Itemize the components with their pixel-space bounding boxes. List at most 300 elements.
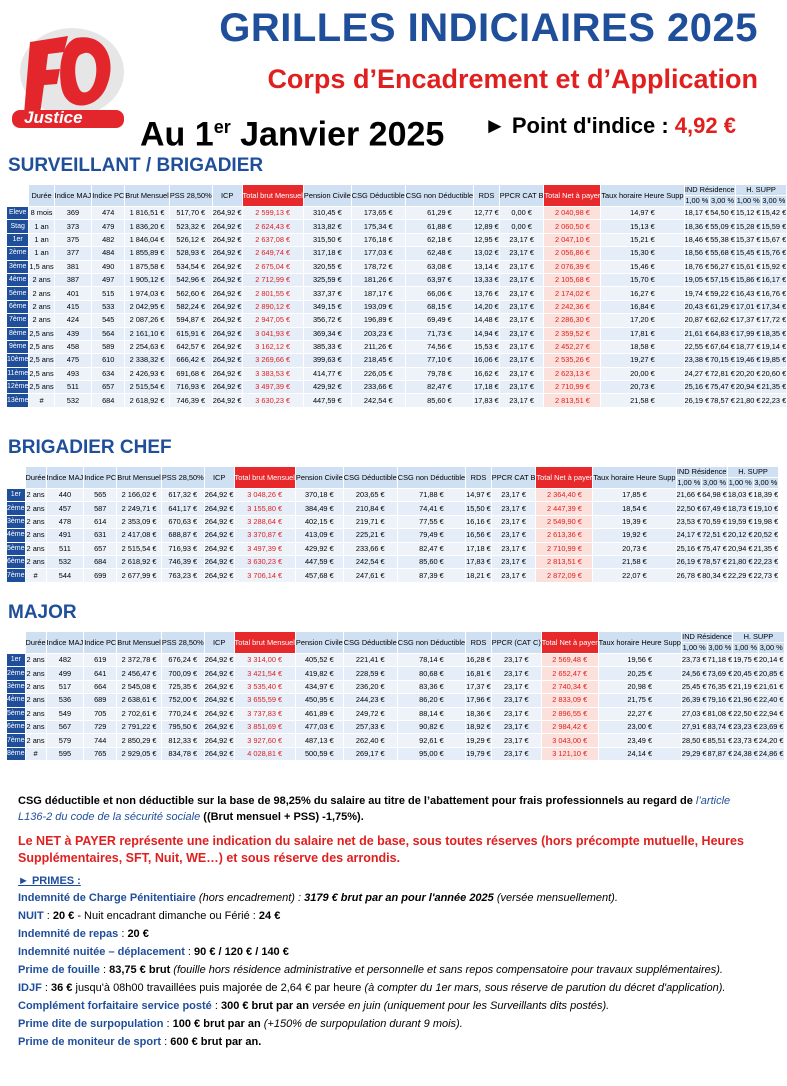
column-header: PSS 28,50% <box>161 467 204 489</box>
echelon-cell: 9ème <box>7 340 29 353</box>
table-cell: 3 162,12 € <box>242 340 303 353</box>
prime-text: 24 € <box>258 910 281 922</box>
table-row <box>7 747 785 760</box>
table-cell: 716,93 € <box>169 381 212 394</box>
echelon-cell: 11ème <box>7 367 29 380</box>
table-cell: 2 613,36 € <box>536 529 593 542</box>
table-cell: 834,78 € <box>161 747 204 760</box>
table-cell: 2 372,78 € <box>117 654 162 667</box>
table-cell: 83,74 € <box>707 720 733 733</box>
echelon-cell: 8ème <box>7 327 29 340</box>
column-header: Durée <box>25 467 46 489</box>
table-cell: 264,92 € <box>212 207 242 220</box>
prime-item <box>18 1033 758 1051</box>
table-cell: 264,92 € <box>212 287 242 300</box>
table-cell: 589 <box>92 340 125 353</box>
table-cell: 20,14 € <box>758 654 784 667</box>
csg-note <box>18 793 758 825</box>
table-cell: 22,07 € <box>593 569 676 582</box>
table-cell: 3 630,23 € <box>234 555 295 568</box>
table-cell: 419,82 € <box>295 667 343 680</box>
table-cell: 54,50 € <box>710 207 736 220</box>
echelon-cell: 5ème <box>7 707 26 720</box>
table-cell: 264,92 € <box>212 247 242 260</box>
column-header: Pension Civile <box>303 185 351 207</box>
echelon-cell: 4ème <box>7 273 29 286</box>
table-row <box>7 542 779 555</box>
table-cell: 3 630,23 € <box>242 394 303 407</box>
hsupp-header: H. SUPP <box>727 467 778 478</box>
table-cell: 69,49 € <box>405 314 473 327</box>
echelon-cell: 5ème <box>7 542 26 555</box>
table-cell: 264,92 € <box>204 720 234 733</box>
table-cell: 177,03 € <box>351 247 405 260</box>
table-cell: 684 <box>92 394 125 407</box>
prime-text: 300 € brut par an <box>220 1000 310 1012</box>
table-cell: 15,12 € <box>735 207 761 220</box>
prime-label: Indemnité de Charge Pénitentiaire <box>18 892 196 904</box>
echelon-cell: 1er <box>7 489 26 502</box>
prime-item <box>18 961 758 979</box>
table-cell: 22,27 € <box>598 707 681 720</box>
table-cell: 2 249,71 € <box>117 502 162 515</box>
table-cell: 17,83 € <box>474 394 500 407</box>
prime-item <box>18 997 758 1015</box>
prime-item <box>18 1015 758 1033</box>
table-cell: 61,29 € <box>710 300 736 313</box>
table-cell: 95,00 € <box>397 747 465 760</box>
table-cell: 23,17 € <box>499 354 544 367</box>
table-cell: 18,39 € <box>753 489 779 502</box>
column-header: CSG non Déductible <box>397 467 465 489</box>
table-cell: 75,47 € <box>702 542 728 555</box>
prime-text: 600 € brut par an. <box>170 1036 262 1048</box>
table-cell: 173,65 € <box>351 207 405 220</box>
table-cell: 562,60 € <box>169 287 212 300</box>
table-cell: 2 353,09 € <box>117 515 162 528</box>
table-cell: 3 314,00 € <box>234 654 295 667</box>
table-cell: 725,35 € <box>161 680 204 693</box>
table-cell: 2 545,08 € <box>117 680 162 693</box>
table-cell: 2 242,36 € <box>544 300 601 313</box>
table-cell: 221,41 € <box>343 654 397 667</box>
table-cell: 23,17 € <box>491 489 536 502</box>
prime-text: 90 € / 120 € / 140 € <box>194 946 289 958</box>
table-cell: 484 <box>92 247 125 260</box>
prime-label: Indemnité de repas <box>18 928 119 940</box>
table-cell: 15,92 € <box>761 260 787 273</box>
table-cell: 3 043,00 € <box>541 734 598 747</box>
prime-label: Prime de fouille <box>18 964 100 976</box>
table-cell: 20,25 € <box>598 667 681 680</box>
percent-subheader: 3,00 % <box>759 643 783 652</box>
table-cell: 2 801,55 € <box>242 287 303 300</box>
table-cell: 2,5 ans <box>29 367 54 380</box>
table-cell: 2 929,05 € <box>117 747 162 760</box>
table-cell: 17,37 € <box>735 314 761 327</box>
table-cell: 21,35 € <box>761 381 787 394</box>
table-cell: 23,17 € <box>491 720 541 733</box>
table-cell: 2 254,63 € <box>125 340 170 353</box>
table-cell: 320,55 € <box>303 260 351 273</box>
logo-text: Justice <box>24 108 83 127</box>
table-cell: 22,23 € <box>753 555 779 568</box>
prime-text: - Nuit encadrant dimanche ou Férié : <box>74 910 259 922</box>
net-note: Le NET à PAYER représente une indication du salaire net de base, sous toutes réserves (hors précompte mutuelle, Heures Supplémentaires, SFT, Nuit, WE…) et sous réserve des arrondis. <box>18 834 744 865</box>
table-cell: 545 <box>92 314 125 327</box>
table-cell: 377 <box>54 247 92 260</box>
table-cell: 24,27 € <box>684 367 710 380</box>
table-row <box>7 220 787 233</box>
table-row <box>7 569 779 582</box>
percent-subheader: 3,00 % <box>703 478 727 487</box>
table-cell: 14,97 € <box>601 207 684 220</box>
table-cell: 16,56 € <box>466 529 492 542</box>
table-cell: 657 <box>92 381 125 394</box>
table-cell: 2 740,34 € <box>541 680 598 693</box>
table-cell: 14,94 € <box>474 327 500 340</box>
table-cell: 19,46 € <box>735 354 761 367</box>
table-cell: 21,19 € <box>733 680 759 693</box>
table-cell: 23,17 € <box>491 734 541 747</box>
table-cell: 23,17 € <box>499 233 544 246</box>
table-cell: 264,92 € <box>212 233 242 246</box>
table-cell: 3 121,10 € <box>541 747 598 760</box>
table-cell: 74,56 € <box>405 340 473 353</box>
table-cell: 3 048,26 € <box>234 489 295 502</box>
table-cell: 3 370,87 € <box>234 529 295 542</box>
table-cell: 587 <box>84 502 117 515</box>
table-cell: 23,73 € <box>681 654 707 667</box>
percent-subheader: 1,00 % <box>685 196 709 205</box>
table-cell: 2 649,74 € <box>242 247 303 260</box>
table-cell: 74,41 € <box>397 502 465 515</box>
table-cell: 13,14 € <box>474 260 500 273</box>
prime-item <box>18 979 758 997</box>
table-cell: 21,58 € <box>601 394 684 407</box>
table-row <box>7 529 779 542</box>
table-cell: 20,94 € <box>727 542 753 555</box>
table-cell: 3 497,39 € <box>234 542 295 555</box>
section-title-major: MAJOR <box>8 602 77 623</box>
table-cell: 2 813,51 € <box>544 394 601 407</box>
table-cell: 20,60 € <box>761 367 787 380</box>
echelon-cell: 7ème <box>7 569 26 582</box>
table-cell: 1 an <box>29 233 54 246</box>
percent-subheader: 3,00 % <box>708 643 732 652</box>
table-cell: 3 737,83 € <box>234 707 295 720</box>
table-cell: 29,29 € <box>681 747 707 760</box>
prime-text: 100 € brut par an <box>172 1018 261 1030</box>
table-cell: 532 <box>46 555 84 568</box>
table-cell: 264,92 € <box>212 340 242 353</box>
table-cell: 497 <box>92 273 125 286</box>
table-cell: 763,23 € <box>161 569 204 582</box>
table-cell: 2 161,10 € <box>125 327 170 340</box>
date-sup: er <box>213 117 231 137</box>
table-cell: 181,26 € <box>351 273 405 286</box>
table-cell: 15,21 € <box>601 233 684 246</box>
table-cell: 18,92 € <box>466 720 492 733</box>
table-cell: 666,42 € <box>169 354 212 367</box>
table-cell: 2 ans <box>25 654 46 667</box>
table-cell: 264,92 € <box>204 515 234 528</box>
hsupp-header: H. SUPP <box>735 185 786 196</box>
table-cell: 2 056,86 € <box>544 247 601 260</box>
table-cell: 15,59 € <box>761 220 787 233</box>
table-cell: 67,49 € <box>702 502 728 515</box>
table-row <box>7 654 785 667</box>
table-cell: 14,48 € <box>474 314 500 327</box>
table-cell: 369 <box>54 207 92 220</box>
page-title: GRILLES INDICIAIRES 2025 <box>219 6 758 50</box>
csg-note-link[interactable]: l’article L136-2 du code de la sécurité sociale <box>18 795 731 823</box>
table-cell: 18,76 € <box>684 260 710 273</box>
table-cell: 19,39 € <box>593 515 676 528</box>
table-cell: 1 an <box>29 247 54 260</box>
table-cell: 2 105,68 € <box>544 273 601 286</box>
table-cell: 176,18 € <box>351 233 405 246</box>
table-cell: 2,5 ans <box>29 340 54 353</box>
table-cell: 2 618,92 € <box>117 555 162 568</box>
table-cell: 356,72 € <box>303 314 351 327</box>
table-cell: 17,01 € <box>735 300 761 313</box>
table-cell: 15,42 € <box>761 207 787 220</box>
table-cell: 22,50 € <box>676 502 702 515</box>
table-cell: 76,35 € <box>707 680 733 693</box>
table-cell: 2 947,05 € <box>242 314 303 327</box>
table-cell: 20,73 € <box>593 542 676 555</box>
table-cell: 23,17 € <box>491 707 541 720</box>
table-cell: 2 042,95 € <box>125 300 170 313</box>
table-cell: 17,81 € <box>601 327 684 340</box>
column-header: CSG non Déductible <box>405 185 473 207</box>
table-cell: 2 624,43 € <box>242 220 303 233</box>
table-cell: 24,56 € <box>681 667 707 680</box>
echelon-cell: 8ème <box>7 747 26 760</box>
column-header: Total brut Mensuel <box>234 632 295 654</box>
prime-text: 20 € <box>52 910 75 922</box>
table-cell: 385,33 € <box>303 340 351 353</box>
table-cell: 325,59 € <box>303 273 351 286</box>
table-cell: 81,08 € <box>707 707 733 720</box>
table-cell: 25,16 € <box>684 381 710 394</box>
table-cell: 264,92 € <box>204 654 234 667</box>
table-cell: 2 087,26 € <box>125 314 170 327</box>
table-cell: 19,85 € <box>761 354 787 367</box>
table-cell: 15,67 € <box>761 233 787 246</box>
table-row <box>7 260 787 273</box>
table-cell: 528,93 € <box>169 247 212 260</box>
table-cell: 1 974,03 € <box>125 287 170 300</box>
table-cell: 617,32 € <box>161 489 204 502</box>
table-cell: 2 ans <box>25 694 46 707</box>
table-cell: 22,94 € <box>758 707 784 720</box>
table-cell: 17,20 € <box>601 314 684 327</box>
table-cell: 193,09 € <box>351 300 405 313</box>
table-cell: 17,34 € <box>761 300 787 313</box>
table-cell: 705 <box>84 707 117 720</box>
column-header: ICP <box>212 185 242 207</box>
table-cell: 20,52 € <box>753 529 779 542</box>
table-cell: 729 <box>84 720 117 733</box>
table-cell: 532 <box>54 394 92 407</box>
table-cell: 26,19 € <box>684 394 710 407</box>
table-cell: 71,18 € <box>707 654 733 667</box>
table-cell: 264,92 € <box>212 273 242 286</box>
table-cell: 370,18 € <box>295 489 343 502</box>
table-cell: 233,66 € <box>343 542 397 555</box>
echelon-cell: 4ème <box>7 529 26 542</box>
echelon-cell: 2ème <box>7 502 26 515</box>
table-cell: 86,20 € <box>397 694 465 707</box>
prime-label: NUIT <box>18 910 44 922</box>
table-cell: 22,29 € <box>727 569 753 582</box>
table-cell: 13,76 € <box>474 287 500 300</box>
table-cell: 2 426,93 € <box>125 367 170 380</box>
table-cell: 534,54 € <box>169 260 212 273</box>
table-cell: 2 166,02 € <box>117 489 162 502</box>
date-suffix: Janvier 2025 <box>230 115 445 154</box>
table-cell: 262,40 € <box>343 734 397 747</box>
table-cell: 450,95 € <box>295 694 343 707</box>
table-cell: 18,36 € <box>466 707 492 720</box>
table-cell: 23,17 € <box>499 340 544 353</box>
table-cell: 70,15 € <box>710 354 736 367</box>
table-cell: 64,98 € <box>702 489 728 502</box>
table-cell: 642,57 € <box>169 340 212 353</box>
table-cell: 22,40 € <box>758 694 784 707</box>
table-cell: 15,76 € <box>761 247 787 260</box>
table-cell: 16,06 € <box>474 354 500 367</box>
table-cell: 56,27 € <box>710 260 736 273</box>
table-cell: 18,58 € <box>601 340 684 353</box>
table-cell: 634 <box>92 367 125 380</box>
percent-subheader: 1,00 % <box>677 478 701 487</box>
table-cell: 62,18 € <box>405 233 473 246</box>
table-cell: 228,59 € <box>343 667 397 680</box>
table-cell: 610 <box>92 354 125 367</box>
echelon-cell: 3ème <box>7 260 29 273</box>
table-cell: 20,94 € <box>735 381 761 394</box>
table-cell: 2 ans <box>25 680 46 693</box>
table-row <box>7 207 787 220</box>
table-cell: 23,17 € <box>499 367 544 380</box>
column-header: CSG non Déductible <box>397 632 465 654</box>
table-cell: 429,92 € <box>303 381 351 394</box>
table-cell: 24,20 € <box>758 734 784 747</box>
column-header: Total brut Mensuel <box>234 467 295 489</box>
column-header: Indice MAJ <box>46 467 84 489</box>
notes-block <box>18 793 758 1051</box>
table-cell: 487,13 € <box>295 734 343 747</box>
table-row <box>7 502 779 515</box>
table-cell: 23,17 € <box>499 394 544 407</box>
table-cell: 716,93 € <box>161 542 204 555</box>
table-cell: 461,89 € <box>295 707 343 720</box>
table-cell: 19,92 € <box>593 529 676 542</box>
table-cell: 15,70 € <box>601 273 684 286</box>
table-cell: 15,50 € <box>466 502 492 515</box>
table-cell: 474 <box>92 207 125 220</box>
table-cell: 2 675,04 € <box>242 260 303 273</box>
table-cell: 812,33 € <box>161 734 204 747</box>
table-cell: 61,88 € <box>405 220 473 233</box>
table-cell: 2 047,10 € <box>544 233 601 246</box>
table-cell: 16,27 € <box>601 287 684 300</box>
table-cell: 178,72 € <box>351 260 405 273</box>
table-cell: 25,16 € <box>676 542 702 555</box>
table-cell: 264,92 € <box>212 327 242 340</box>
csg-note-b: ((Brut mensuel + PSS) -1,75%). <box>200 811 364 823</box>
table-cell: 3 927,60 € <box>234 734 295 747</box>
table-cell: 19,14 € <box>761 340 787 353</box>
table-cell: 399,63 € <box>303 354 351 367</box>
grid-table-major <box>6 631 785 761</box>
table-cell: 23,17 € <box>491 747 541 760</box>
table-cell: 2 712,99 € <box>242 273 303 286</box>
table-cell: 264,92 € <box>212 367 242 380</box>
table-cell: 24,38 € <box>733 747 759 760</box>
section-title-surveillant: SURVEILLANT / BRIGADIER <box>8 155 264 176</box>
ind-residence-header: IND Résidence <box>682 632 732 641</box>
prime-text: jusqu'à 08h00 travaillées puis majorée de 2,64 € par heure <box>72 982 365 994</box>
column-header: RDS <box>466 632 492 654</box>
table-cell: 2 549,90 € <box>536 515 593 528</box>
table-cell: 18,21 € <box>466 569 492 582</box>
echelon-cell: 12ème <box>7 381 29 394</box>
column-header: Indice PC <box>92 185 125 207</box>
prime-text: 83,75 € brut <box>109 964 171 976</box>
table-row <box>7 680 785 693</box>
table-cell: 16,62 € <box>474 367 500 380</box>
table-cell: 196,89 € <box>351 314 405 327</box>
table-cell: 0,00 € <box>499 220 544 233</box>
table-cell: 24,14 € <box>598 747 681 760</box>
table-cell: 203,23 € <box>351 327 405 340</box>
table-cell: 770,24 € <box>161 707 204 720</box>
table-cell: 2 850,29 € <box>117 734 162 747</box>
table-cell: 79,49 € <box>397 529 465 542</box>
table-cell: 4 028,81 € <box>234 747 295 760</box>
table-cell: 18,46 € <box>684 233 710 246</box>
table-cell: 83,36 € <box>397 680 465 693</box>
table-cell: 23,17 € <box>491 555 536 568</box>
table-cell: 746,39 € <box>169 394 212 407</box>
table-cell: 242,54 € <box>351 394 405 407</box>
table-cell: 17,18 € <box>474 381 500 394</box>
table-row <box>7 734 785 747</box>
table-cell: 27,03 € <box>681 707 707 720</box>
table-cell: 87,87 € <box>707 747 733 760</box>
echelon-cell: 7ème <box>7 734 26 747</box>
table-cell: 18,54 € <box>593 502 676 515</box>
header-blank <box>7 632 26 654</box>
table-cell: 77,55 € <box>397 515 465 528</box>
table-cell: 475 <box>54 354 92 367</box>
table-cell: 23,17 € <box>499 273 544 286</box>
table-cell: 2 ans <box>29 314 54 327</box>
prime-text: : <box>184 946 195 958</box>
column-header: Total brut Mensuel <box>242 185 303 207</box>
table-cell: 264,92 € <box>204 489 234 502</box>
table-cell: 482 <box>46 654 84 667</box>
table-cell: 19,29 € <box>466 734 492 747</box>
table-cell: 23,17 € <box>491 694 541 707</box>
table-cell: 20,12 € <box>727 529 753 542</box>
table-cell: 2 535,26 € <box>544 354 601 367</box>
column-header: RDS <box>466 467 492 489</box>
